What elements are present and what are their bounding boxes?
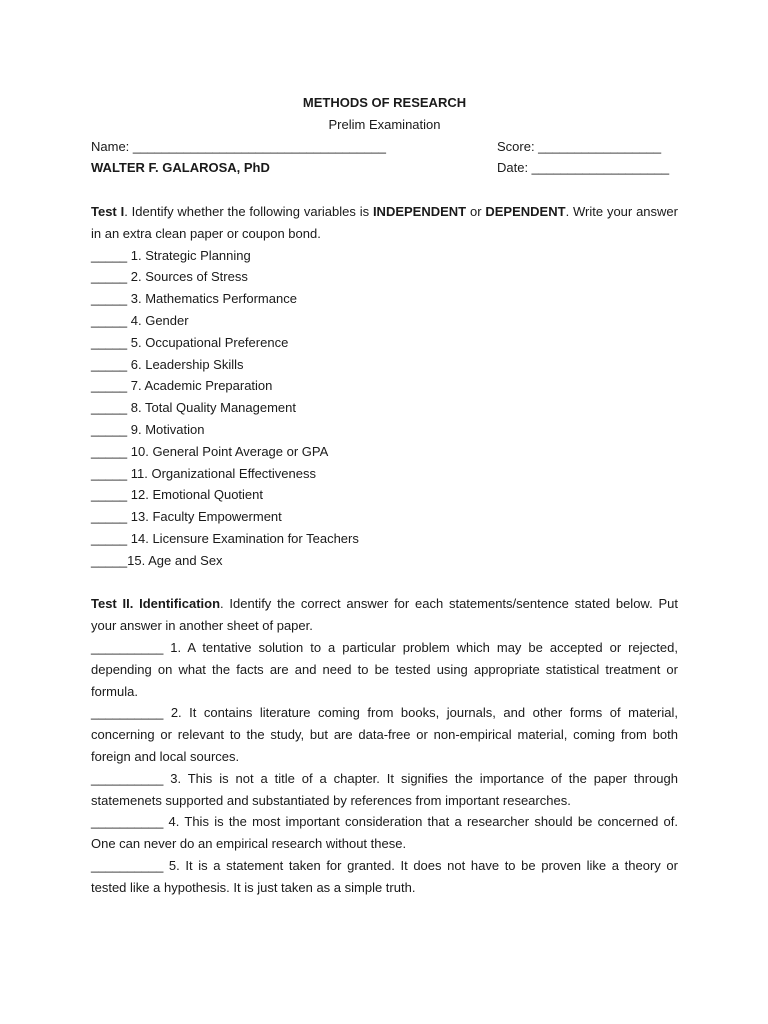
test2-item: __________ 1. A tentative solution to a particular problem which may be accepted or rejected, depending on what the facts are and need to be tested using appropriate statistical treatment or formula. xyxy=(91,639,678,699)
test1-label: Test I xyxy=(91,203,125,219)
test1-item: _____ 8. Total Quality Management xyxy=(91,400,297,416)
exam-title: METHODS OF RESEARCH xyxy=(302,95,467,110)
name-field: Name: ___________________________________ xyxy=(91,138,386,154)
exam-subtitle: Prelim Examination xyxy=(328,116,441,132)
test1-item: _____ 3. Mathematics Performance xyxy=(91,291,297,307)
name-score-row xyxy=(91,136,678,158)
test1-instr-part2: . Write your answer in an extra clean paper or coupon bond. xyxy=(91,203,678,241)
test1-item: _____15. Age and Sex xyxy=(91,552,223,568)
score-field: Score: _________________ xyxy=(497,138,662,154)
document-body xyxy=(91,92,678,898)
test2-item: __________ 2. It contains literature coming from books, journals, and other forms of material, concerning or relevant to the study, but are data-free or non-empirical material, coming from both foreign and local sources. xyxy=(91,705,678,764)
test1-instructions xyxy=(91,201,678,245)
test1-item: _____ 6. Leadership Skills xyxy=(91,356,244,372)
test1-item: _____ 2. Sources of Stress xyxy=(91,269,248,285)
test1-item: _____ 1. Strategic Planning xyxy=(91,247,251,263)
test1-item-list xyxy=(91,245,678,572)
test1-item: _____ 10. General Point Average or GPA xyxy=(91,443,329,459)
test1-item: _____ 7. Academic Preparation xyxy=(91,378,273,394)
test1-item: _____ 4. Gender xyxy=(91,312,189,328)
test1-item: _____ 9. Motivation xyxy=(91,421,205,437)
test1-item: _____ 13. Faculty Empowerment xyxy=(91,509,282,525)
instructor-name: WALTER F. GALAROSA, PhD xyxy=(91,160,270,176)
spacer xyxy=(91,179,678,201)
dependent-term: DEPENDENT xyxy=(485,203,566,219)
test2-instructions xyxy=(91,593,678,637)
test2-instr: . Identify the correct answer for each statements/sentence stated below. Put your answer in another sheet of paper. xyxy=(91,596,678,634)
test2-item: __________ 4. This is the most important consideration that a researcher should be concerned of. One can never do an empirical research without these. xyxy=(91,814,678,852)
test1-item: _____ 11. Organizational Effectiveness xyxy=(91,465,316,481)
spacer xyxy=(91,572,678,594)
test1-item: _____ 14. Licensure Examination for Teachers xyxy=(91,530,359,546)
test1-instr-or: or xyxy=(466,203,486,219)
independent-term: INDEPENDENT xyxy=(372,203,467,219)
test1-instr-part1: . Identify whether the following variables is xyxy=(124,203,373,219)
instructor-date-row xyxy=(91,157,678,179)
test2-label: Test II. Identification xyxy=(91,596,221,612)
test2-item: __________ 5. It is a statement taken for granted. It does not have to be proven like a theory or tested like a hypothesis. It is just taken as a simple truth. xyxy=(91,857,678,895)
test1-item: _____ 5. Occupational Preference xyxy=(91,334,289,350)
test1-item: _____ 12. Emotional Quotient xyxy=(91,487,264,503)
test2-item-list xyxy=(91,637,678,899)
date-field: Date: ___________________ xyxy=(497,160,670,176)
test2-item: __________ 3. This is not a title of a chapter. It signifies the importance of the paper through statemenets supported and substantiated by references from important researches. xyxy=(91,770,678,808)
